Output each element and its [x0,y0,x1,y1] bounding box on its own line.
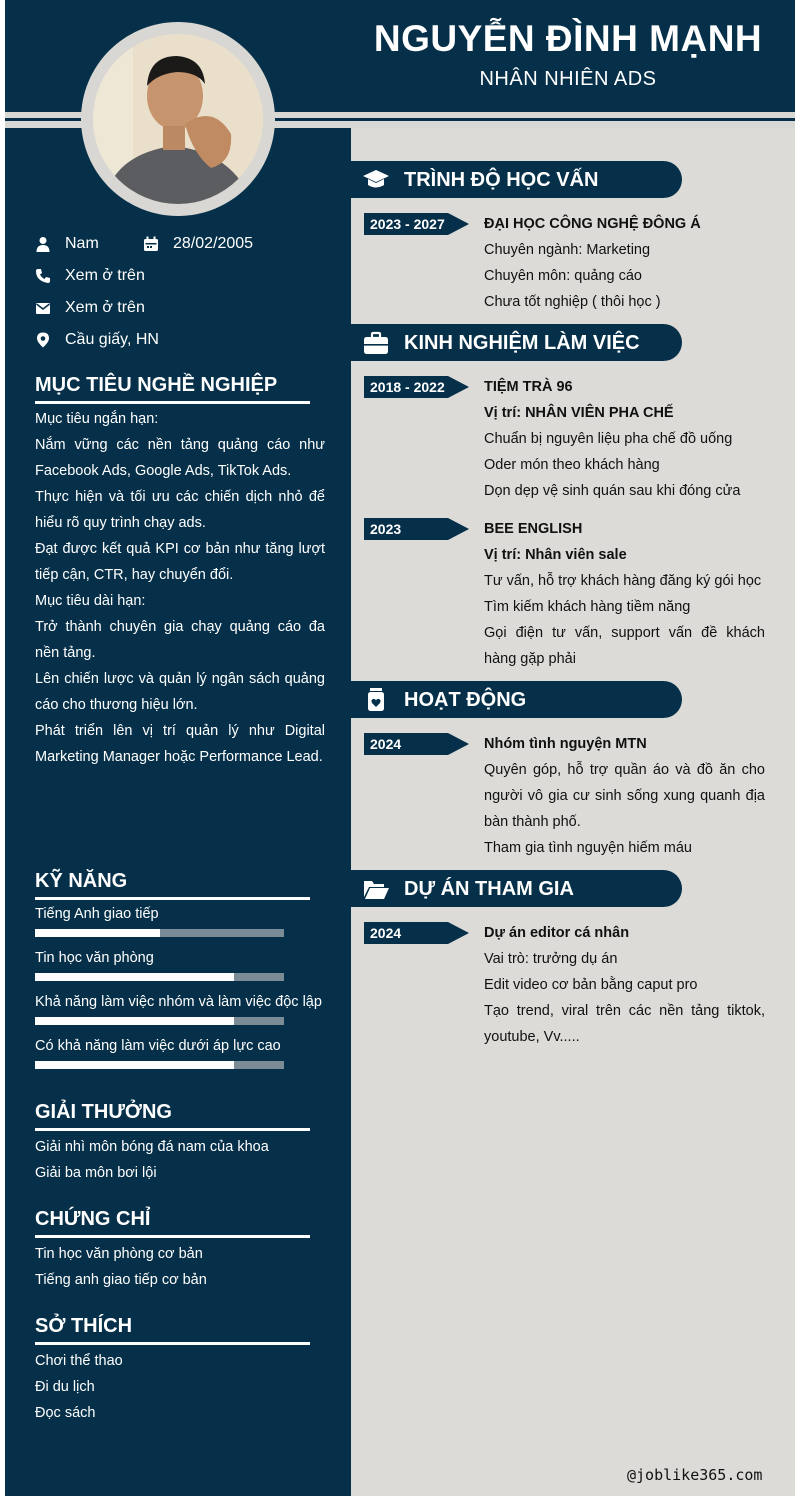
email-info [35,297,235,319]
objective-line: Phát triển lên vị trí quản lý như Digital Marketing Manager hoặc Performance Lead. [35,723,325,765]
activity-date-tag [364,733,469,755]
award-item: Giải nhì môn bóng đá nam của khoa [35,1139,269,1155]
birthdate-info [143,233,283,255]
job-line: Gọi điện tư vấn, support vấn đề khách hàng gặp phải [484,625,765,667]
candidate-job-title: NHÂN NHIÊN ADS [479,68,657,90]
hobby-item: Đi du lịch [35,1379,95,1395]
email-value: Xem ở trên [65,299,145,316]
certificates-heading: CHỨNG CHỈ [35,1208,310,1238]
address-value: Cầu giấy, HN [65,331,159,348]
project-line: Vai trò: trưởng dụ án [484,951,618,967]
certificate-item: Tiếng anh giao tiếp cơ bản [35,1272,207,1288]
skill-name: Tin học văn phòng [35,950,154,966]
job-position: Vị trí: Nhân viên sale [484,547,627,563]
activity-date: 2024 [370,736,402,752]
experience-heading [351,324,682,361]
job-entry [484,374,765,504]
awards-heading: GIẢI THƯỞNG [35,1101,310,1131]
gender-info [35,233,125,255]
objective-heading: MỤC TIÊU NGHỀ NGHIỆP [35,374,310,404]
hobbies-list [35,1348,325,1426]
skills-heading: KỸ NĂNG [35,870,310,900]
activity-entry [484,731,765,861]
project-line: Tạo trend, viral trên các nền tảng tiktok, youtube, Vv..... [484,1003,765,1045]
skill-bar [35,1017,284,1025]
education-line: Chuyên môn: quảng cáo [484,268,642,284]
project-date-tag [364,922,469,944]
job-line: Dọn dẹp vệ sinh quán sau khi đóng cửa [484,483,741,499]
job-date-tag [364,376,469,398]
education-date-tag [364,213,469,235]
gender-value: Nam [65,235,99,252]
calendar-icon [143,236,159,252]
job-line: Chuẩn bị nguyên liệu pha chế đồ uống [484,431,733,447]
skill-bar-fill [35,1017,234,1025]
skill-bar [35,929,284,937]
awards-list [35,1134,325,1186]
resume-page [5,0,795,1496]
skill-bar [35,973,284,981]
certificate-item: Tin học văn phòng cơ bản [35,1246,203,1262]
envelope-icon [35,300,51,316]
activities-heading [351,681,682,718]
objective-line: Mục tiêu ngắn hạn: [35,411,159,427]
education-date: 2023 - 2027 [370,216,445,232]
project-name: Dự án editor cá nhân [484,925,630,941]
activities-title: HOẠT ĐỘNG [404,689,527,711]
skill-bar-fill [35,973,234,981]
avatar-photo [93,34,263,204]
graduation-cap-icon [363,168,389,192]
person-icon [35,236,51,252]
hobbies-heading: SỞ THÍCH [35,1315,310,1345]
job-date: 2023 [370,521,402,537]
hobby-item: Chơi thể thao [35,1353,123,1369]
skill-bar-fill [35,929,160,937]
experience-title: KINH NGHIỆM LÀM VIỆC [404,332,640,354]
medal-icon [363,688,389,712]
briefcase-icon [363,331,389,355]
job-date: 2018 - 2022 [370,379,445,395]
projects-title: DỰ ÁN THAM GIA [404,878,574,900]
projects-heading [351,870,682,907]
education-title: TRÌNH ĐỘ HỌC VẤN [404,169,599,191]
job-company: TIỆM TRÀ 96 [484,379,573,395]
activity-line: Quyên góp, hỗ trợ quần áo và đồ ăn cho người vô gia cư sinh sống xung quanh địa bàn thành phố. [484,762,765,830]
activity-org: Nhóm tình nguyện MTN [484,736,647,752]
education-line: Chuyên ngành: Marketing [484,242,651,258]
award-item: Giải ba môn bơi lội [35,1165,157,1181]
education-heading [351,161,682,198]
project-entry [484,920,765,1050]
job-line: Tư vấn, hỗ trợ khách hàng đăng ký gói học [484,573,762,589]
objective-line: Trở thành chuyên gia chạy quảng cáo đa nền tảng. [35,619,325,661]
job-line: Tìm kiếm khách hàng tiềm năng [484,599,691,615]
job-line: Oder món theo khách hàng [484,457,660,473]
education-school: ĐẠI HỌC CÔNG NGHỆ ĐÔNG Á [484,216,701,232]
job-position: Vị trí: NHÂN VIÊN PHA CHẾ [484,405,674,421]
birthdate-value: 28/02/2005 [173,235,254,252]
skill-name: Có khả năng làm việc dưới áp lực cao [35,1038,281,1054]
candidate-name: NGUYỄN ĐÌNH MẠNH [373,18,763,59]
activity-line: Tham gia tình nguyện hiếm máu [484,840,692,856]
skill-bar-fill [35,1061,234,1069]
job-date-tag [364,518,469,540]
objective-line: Thực hiện và tối ưu các chiến dịch nhỏ để hiểu rõ quy trình chạy ads. [35,489,325,531]
phone-info [35,265,235,287]
education-line: Chưa tốt nghiệp ( thôi học ) [484,294,661,310]
project-line: Edit video cơ bản bằng caput pro [484,977,698,993]
skill-name: Khả năng làm việc nhóm và làm việc độc lập [35,994,322,1010]
phone-icon [35,268,51,284]
folder-open-icon [363,877,389,901]
objective-line: Lên chiến lược và quản lý ngân sách quảng cáo cho thương hiệu lớn. [35,671,325,713]
phone-value: Xem ở trên [65,267,145,284]
footer-watermark: @joblike365.com [627,1466,763,1484]
job-entry [484,516,765,672]
avatar [93,34,263,204]
project-date: 2024 [370,925,402,941]
job-company: BEE ENGLISH [484,521,583,537]
address-info [35,329,235,351]
education-entry [484,211,765,315]
hobby-item: Đọc sách [35,1405,96,1421]
location-pin-icon [35,332,51,348]
objective-line: Đạt được kết quả KPI cơ bản như tăng lượt tiếp cận, CTR, hay chuyển đổi. [35,541,325,583]
skill-name: Tiếng Anh giao tiếp [35,906,159,922]
objective-line: Nắm vững các nền tảng quảng cáo như Facebook Ads, Google Ads, TikTok Ads. [35,437,325,479]
objective-text [35,406,325,770]
certificates-list [35,1241,325,1293]
skill-bar [35,1061,284,1069]
objective-line: Mục tiêu dài hạn: [35,593,146,609]
